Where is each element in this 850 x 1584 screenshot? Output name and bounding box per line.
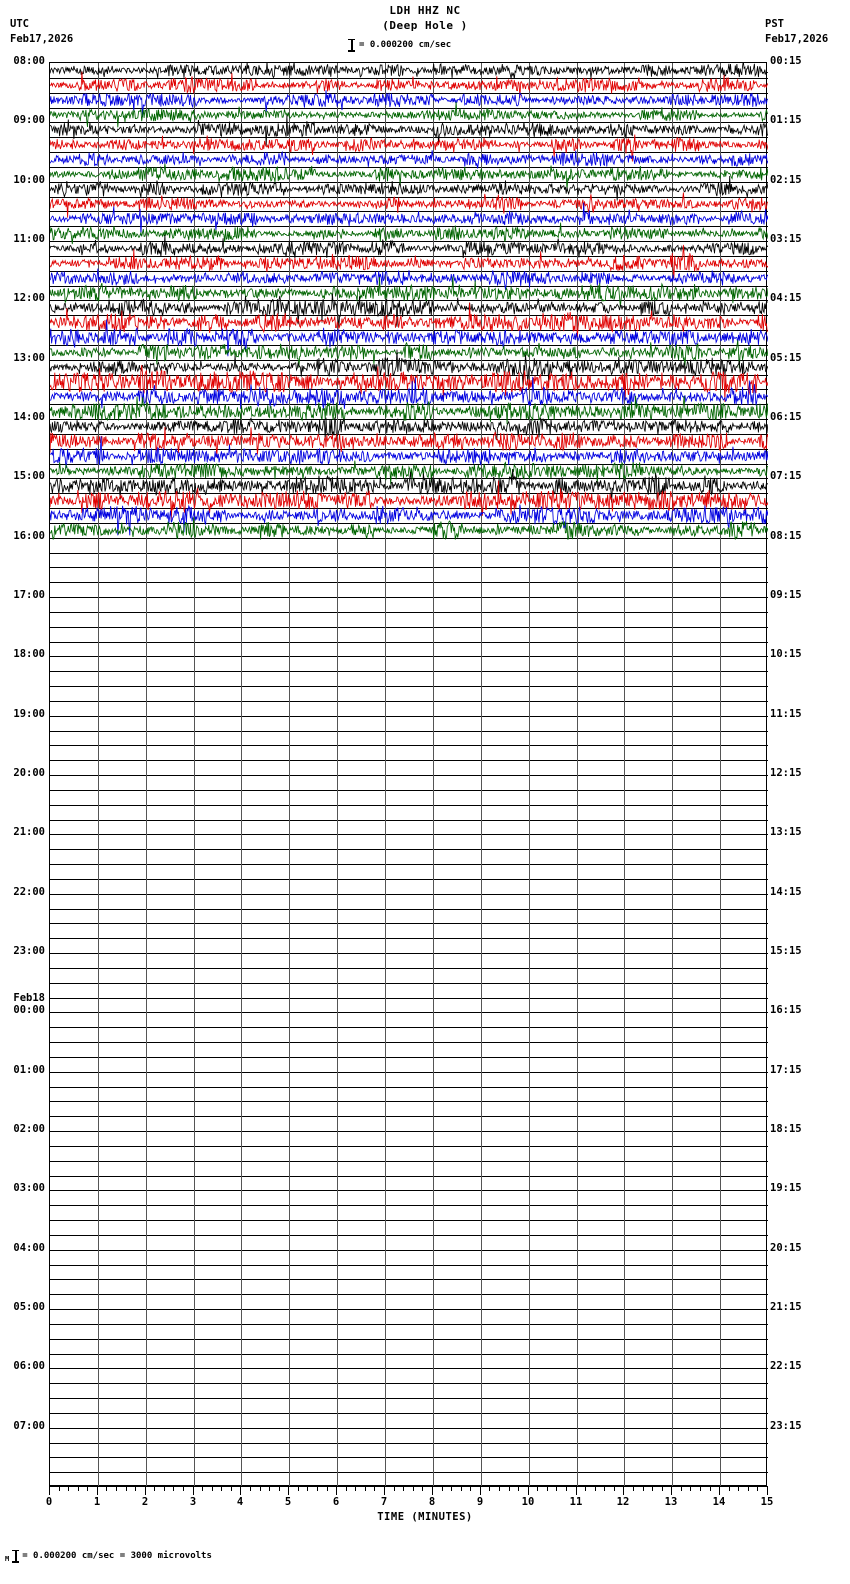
i-beam-scale-icon — [348, 39, 355, 52]
x-tick-minor — [422, 1486, 423, 1491]
x-tick-major — [49, 1486, 50, 1495]
x-tick-major — [432, 1486, 433, 1495]
x-tick-minor — [662, 1486, 663, 1491]
x-tick-major — [193, 1486, 194, 1495]
x-axis-title: TIME (MINUTES) — [377, 1511, 473, 1523]
x-tick-minor — [566, 1486, 567, 1491]
left-time-label: 19:00 — [13, 707, 45, 720]
left-time-label: 11:00 — [13, 233, 45, 245]
footer-scale-label: = 0.000200 cm/sec = 3000 microvolts — [22, 1551, 212, 1561]
right-time-label: 03:15 — [770, 233, 802, 245]
right-time-label: 21:15 — [770, 1301, 802, 1313]
left-time-label: 10:00 — [13, 173, 45, 186]
left-time-label: 16:00 — [13, 529, 45, 542]
x-tick-label: 14 — [712, 1496, 726, 1508]
x-tick-minor — [106, 1486, 107, 1491]
x-tick-label: 6 — [332, 1496, 340, 1508]
x-tick-minor — [681, 1486, 682, 1491]
x-tick-minor — [116, 1486, 117, 1491]
x-tick-minor — [461, 1486, 462, 1491]
trace-line — [50, 164, 768, 192]
right-time-label: 06:15 — [770, 411, 802, 423]
station-title: LDH HHZ NC — [389, 4, 461, 17]
right-time-label: 02:15 — [770, 173, 802, 186]
x-tick-major — [240, 1486, 241, 1495]
x-tick-major — [336, 1486, 337, 1495]
trace-line — [50, 235, 768, 259]
x-tick-minor — [748, 1486, 749, 1491]
x-tick-minor — [509, 1486, 510, 1491]
x-tick-minor — [307, 1486, 308, 1491]
x-tick-minor — [269, 1486, 270, 1491]
x-tick-major — [671, 1486, 672, 1495]
left-timezone-label: UTC — [10, 18, 29, 30]
left-time-label: 14:00 — [13, 411, 45, 423]
right-time-label: 09:15 — [770, 589, 802, 601]
x-tick-minor — [164, 1486, 165, 1491]
x-tick-minor — [59, 1486, 60, 1491]
x-tick-label: 5 — [284, 1496, 292, 1508]
x-tick-label: 1 — [93, 1496, 101, 1508]
x-tick-minor — [700, 1486, 701, 1491]
left-time-label: 04:00 — [13, 1241, 45, 1254]
right-time-label: 23:15 — [770, 1419, 802, 1432]
right-time-label: 10:15 — [770, 648, 802, 661]
x-tick-minor — [614, 1486, 615, 1491]
x-tick-minor — [710, 1486, 711, 1491]
left-time-label: 07:00 — [13, 1419, 45, 1432]
x-tick-label: 3 — [189, 1496, 197, 1508]
right-time-label: 11:15 — [770, 707, 802, 720]
x-tick-label: 12 — [616, 1496, 630, 1508]
left-time-label: 02:00 — [13, 1123, 45, 1135]
x-tick-minor — [595, 1486, 596, 1491]
scale-bar-label: = 0.000200 cm/sec — [359, 40, 452, 50]
right-timezone-label: PST — [765, 18, 784, 30]
left-time-label: 21:00 — [13, 826, 45, 839]
right-time-label: 14:15 — [770, 885, 802, 898]
right-time-label: 20:15 — [770, 1241, 802, 1254]
x-tick-label: 15 — [760, 1496, 774, 1508]
x-tick-minor — [250, 1486, 251, 1491]
x-tick-label: 0 — [45, 1496, 53, 1508]
right-time-label: 18:15 — [770, 1123, 802, 1135]
right-time-label: 19:15 — [770, 1182, 802, 1195]
right-time-label: 17:15 — [770, 1063, 802, 1076]
x-tick-minor — [135, 1486, 136, 1491]
x-tick-minor — [729, 1486, 730, 1491]
x-tick-major — [145, 1486, 146, 1495]
trace-line — [50, 223, 768, 245]
x-tick-minor — [87, 1486, 88, 1491]
trace-line — [50, 245, 768, 280]
x-tick-major — [576, 1486, 577, 1495]
x-tick-minor — [537, 1486, 538, 1491]
trace-line — [50, 418, 768, 441]
x-tick-minor — [518, 1486, 519, 1491]
right-time-label: 15:15 — [770, 945, 802, 957]
x-tick-minor — [183, 1486, 184, 1491]
x-tick-label: 8 — [428, 1496, 436, 1508]
x-tick-major — [288, 1486, 289, 1495]
left-time-label: 05:00 — [13, 1301, 45, 1313]
x-tick-minor — [604, 1486, 605, 1491]
x-tick-minor — [327, 1486, 328, 1491]
x-tick-minor — [231, 1486, 232, 1491]
footer-prefix: M — [5, 1555, 10, 1563]
station-subtitle: (Deep Hole ) — [382, 19, 468, 32]
left-time-label: 12:00 — [13, 292, 45, 305]
x-tick-label: 13 — [664, 1496, 678, 1508]
x-tick-label: 10 — [521, 1496, 535, 1508]
footer-scale-note — [5, 1549, 212, 1563]
x-tick-minor — [126, 1486, 127, 1491]
x-tick-minor — [633, 1486, 634, 1491]
x-tick-minor — [499, 1486, 500, 1491]
x-tick-minor — [451, 1486, 452, 1491]
x-tick-minor — [585, 1486, 586, 1491]
left-time-label: 06:00 — [13, 1360, 45, 1373]
right-time-label: 13:15 — [770, 826, 802, 839]
x-tick-minor — [374, 1486, 375, 1491]
x-tick-minor — [221, 1486, 222, 1491]
x-tick-minor — [346, 1486, 347, 1491]
right-time-label: 01:15 — [770, 114, 802, 127]
left-time-label: 13:00 — [13, 351, 45, 364]
trace-line — [50, 176, 768, 201]
x-tick-minor — [298, 1486, 299, 1491]
x-tick-major — [719, 1486, 720, 1495]
x-tick-minor — [202, 1486, 203, 1491]
left-time-label: 20:00 — [13, 767, 45, 779]
x-tick-minor — [442, 1486, 443, 1491]
left-time-label: 22:00 — [13, 885, 45, 898]
trace-line — [50, 193, 768, 218]
x-tick-minor — [394, 1486, 395, 1491]
left-time-label: 01:00 — [13, 1063, 45, 1076]
trace-line — [50, 63, 768, 79]
left-time-label: 15:00 — [13, 470, 45, 483]
left-time-label: 17:00 — [13, 589, 45, 601]
trace-line — [50, 277, 768, 308]
right-time-label: 12:15 — [770, 767, 802, 779]
x-tick-minor — [212, 1486, 213, 1491]
trace-line — [50, 517, 768, 539]
trace-line — [50, 150, 768, 168]
x-tick-minor — [68, 1486, 69, 1491]
trace-line — [50, 294, 768, 328]
i-beam-scale-icon — [12, 1550, 19, 1563]
x-tick-label: 2 — [141, 1496, 149, 1508]
x-tick-minor — [470, 1486, 471, 1491]
x-tick-major — [528, 1486, 529, 1495]
right-time-label: 00:15 — [770, 55, 802, 67]
left-time-label: 00:00 — [13, 1004, 45, 1017]
x-tick-minor — [365, 1486, 366, 1491]
x-tick-minor — [757, 1486, 758, 1491]
trace-line — [50, 269, 768, 290]
scale-bar — [348, 38, 451, 52]
trace-line — [50, 115, 768, 146]
x-tick-minor — [355, 1486, 356, 1491]
seismic-traces — [50, 63, 768, 1487]
x-tick-major — [97, 1486, 98, 1495]
left-time-label: 09:00 — [13, 114, 45, 127]
right-time-label: 07:15 — [770, 470, 802, 483]
right-time-label: 04:15 — [770, 292, 802, 305]
right-date-label: Feb17,2026 — [765, 33, 829, 45]
x-tick-minor — [547, 1486, 548, 1491]
trace-line — [50, 102, 768, 127]
x-tick-minor — [413, 1486, 414, 1491]
x-tick-major — [384, 1486, 385, 1495]
x-axis — [49, 1486, 767, 1487]
x-tick-minor — [652, 1486, 653, 1491]
left-time-label: 08:00 — [13, 55, 45, 67]
left-date-label: Feb17,2026 — [10, 33, 74, 45]
right-time-label: 08:15 — [770, 529, 802, 542]
left-time-label: 18:00 — [13, 648, 45, 661]
x-tick-minor — [403, 1486, 404, 1491]
x-tick-label: 11 — [569, 1496, 583, 1508]
left-time-label: 03:00 — [13, 1182, 45, 1195]
x-tick-label: 4 — [236, 1496, 244, 1508]
x-tick-minor — [154, 1486, 155, 1491]
x-tick-minor — [260, 1486, 261, 1491]
left-date-marker: Feb18 — [13, 992, 45, 1005]
x-tick-minor — [738, 1486, 739, 1491]
helicorder-plot[interactable] — [49, 62, 767, 1486]
right-time-label: 16:15 — [770, 1004, 802, 1017]
x-tick-minor — [643, 1486, 644, 1491]
x-tick-minor — [556, 1486, 557, 1491]
x-tick-minor — [489, 1486, 490, 1491]
x-tick-major — [767, 1486, 768, 1495]
x-tick-major — [480, 1486, 481, 1495]
x-tick-minor — [690, 1486, 691, 1491]
x-tick-minor — [173, 1486, 174, 1491]
right-time-label: 05:15 — [770, 351, 802, 364]
x-tick-minor — [317, 1486, 318, 1491]
x-tick-major — [623, 1486, 624, 1495]
x-tick-minor — [279, 1486, 280, 1491]
x-tick-minor — [78, 1486, 79, 1491]
x-tick-label: 7 — [380, 1496, 388, 1508]
left-time-label: 23:00 — [13, 945, 45, 957]
right-time-label: 22:15 — [770, 1360, 802, 1373]
x-tick-label: 9 — [476, 1496, 484, 1508]
